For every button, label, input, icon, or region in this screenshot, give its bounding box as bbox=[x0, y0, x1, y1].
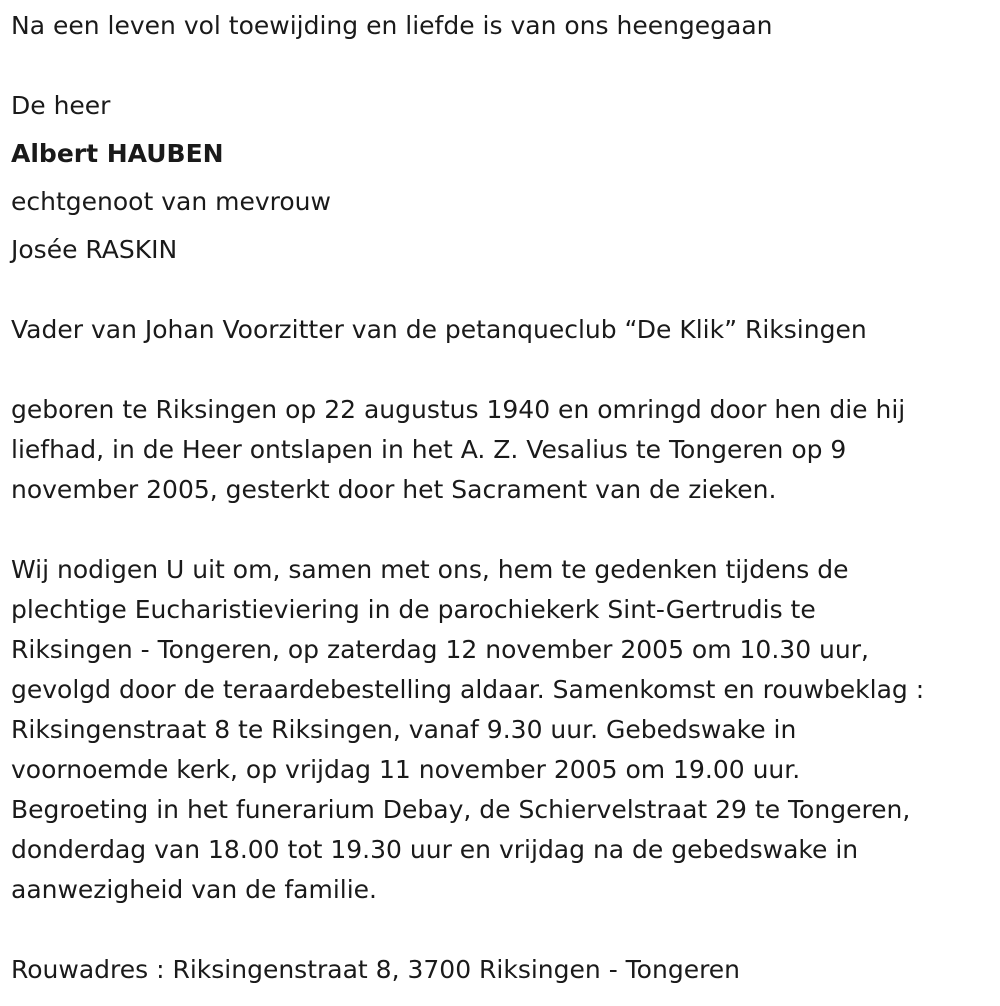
spouse-name: Josée RASKIN bbox=[11, 235, 178, 264]
invitation-paragraph bbox=[11, 550, 986, 910]
salutation: De heer bbox=[11, 91, 111, 120]
paragraph-line: liefhad, in de Heer ontslapen in het A. Z. Vesalius te Tongeren op 9 bbox=[11, 435, 847, 464]
spacer bbox=[11, 46, 991, 86]
deceased-name: Albert HAUBEN bbox=[11, 139, 224, 168]
paragraph-line: Wij nodigen U uit om, samen met ons, hem te gedenken tijdens de bbox=[11, 555, 849, 584]
father-line: Vader van Johan Voorzitter van de petanqueclub “De Klik” Riksingen bbox=[11, 315, 867, 344]
paragraph-line: november 2005, gesterkt door het Sacrament van de zieken. bbox=[11, 475, 777, 504]
paragraph-line: gevolgd door de teraardebestelling aldaar. Samenkomst en rouwbeklag : bbox=[11, 675, 925, 704]
paragraph-line: donderdag van 18.00 tot 19.30 uur en vrijdag na de gebedswake in bbox=[11, 835, 859, 864]
spacer bbox=[11, 350, 991, 390]
mourning-address: Rouwadres : Riksingenstraat 8, 3700 Riksingen - Tongeren bbox=[11, 955, 741, 984]
intro-text: Na een leven vol toewijding en liefde is van ons heengegaan bbox=[11, 11, 773, 40]
paragraph-line: voornoemde kerk, op vrijdag 11 november 2005 om 19.00 uur. bbox=[11, 755, 801, 784]
paragraph-line: Begroeting in het funerarium Debay, de Schiervelstraat 29 te Tongeren, bbox=[11, 795, 911, 824]
spacer bbox=[11, 910, 991, 950]
obituary-notice bbox=[11, 6, 991, 990]
spouse-relation: echtgenoot van mevrouw bbox=[11, 187, 331, 216]
paragraph-line: aanwezigheid van de familie. bbox=[11, 875, 377, 904]
spacer bbox=[11, 270, 991, 310]
birth-death-paragraph bbox=[11, 390, 986, 510]
paragraph-line: Riksingen - Tongeren, op zaterdag 12 november 2005 om 10.30 uur, bbox=[11, 635, 869, 664]
paragraph-line: plechtige Eucharistieviering in de parochiekerk Sint-Gertrudis te bbox=[11, 595, 816, 624]
paragraph-line: Riksingenstraat 8 te Riksingen, vanaf 9.30 uur. Gebedswake in bbox=[11, 715, 797, 744]
paragraph-line: geboren te Riksingen op 22 augustus 1940 en omringd door hen die hij bbox=[11, 395, 906, 424]
spacer bbox=[11, 510, 991, 550]
